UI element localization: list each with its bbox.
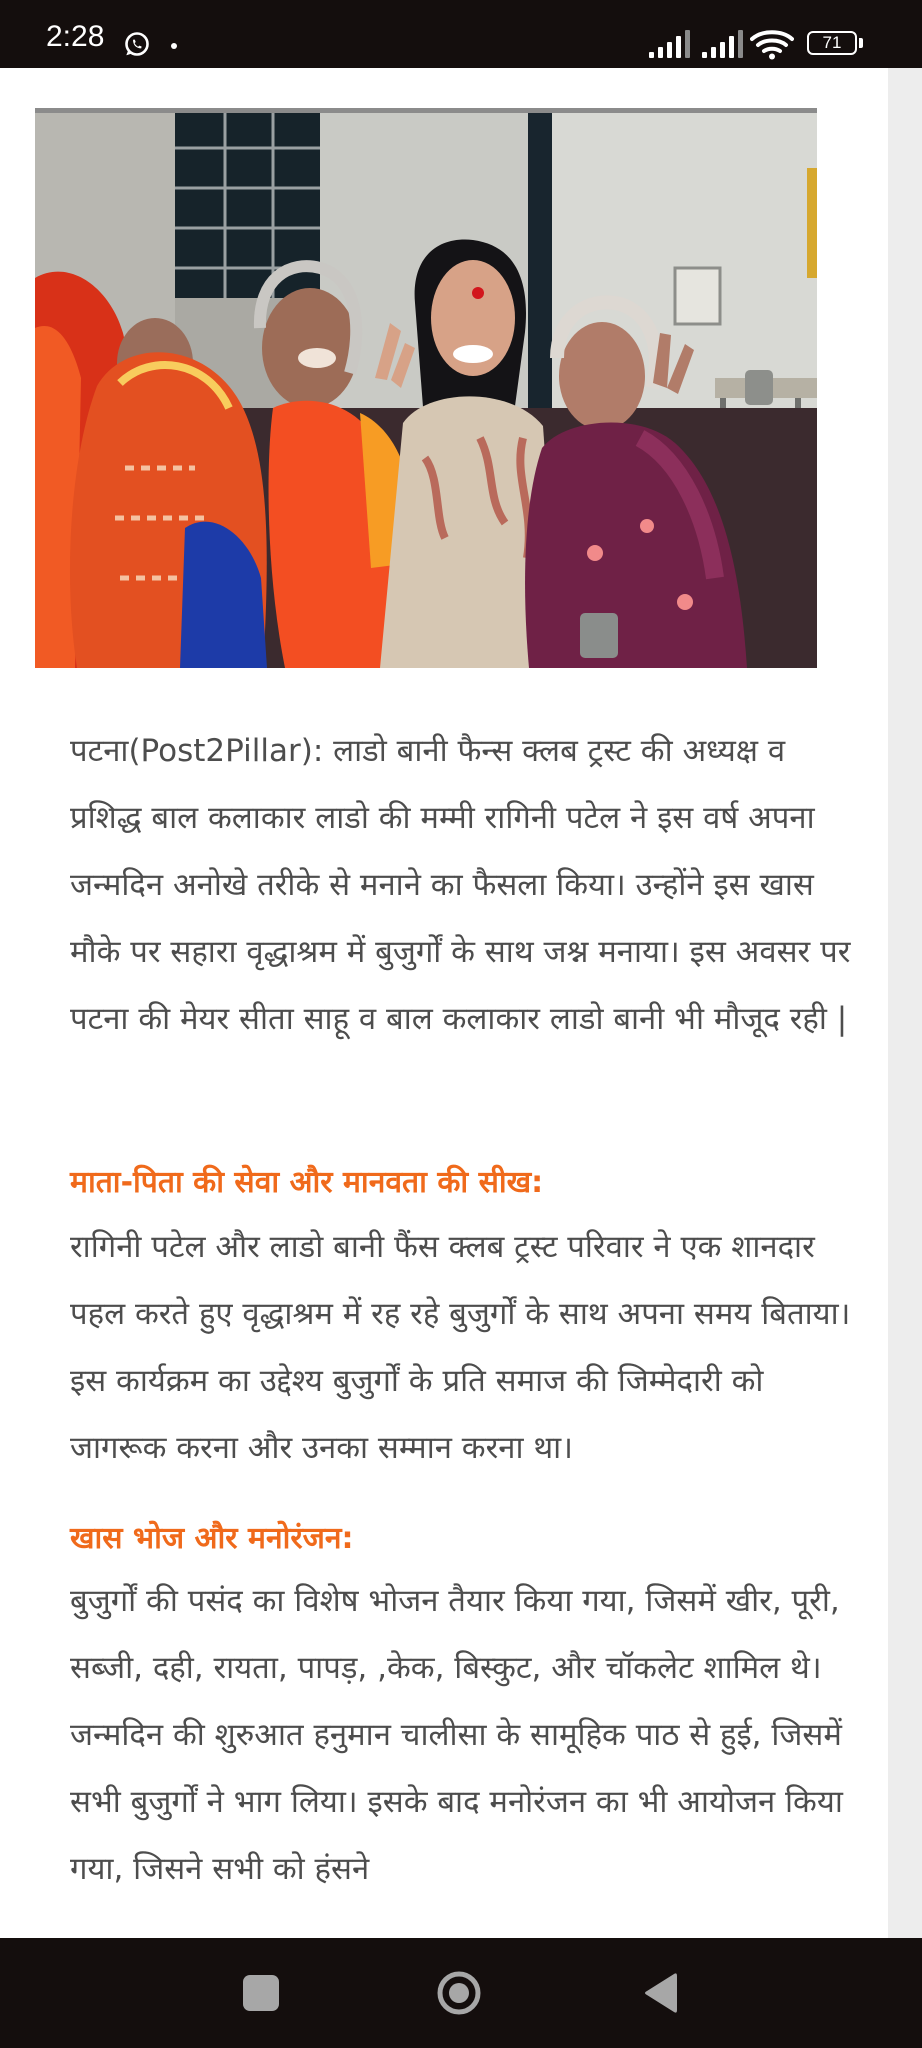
article-paragraph: रागिनी पटेल और लाडो बानी फैंस क्लब ट्रस्ट परिवार ने एक शानदार पहल करते हुए वृद्धाश्रम में रह रहे बुजुर्गों के साथ अपना समय बिताया। इस कार्यक्रम का उद्देश्य बुजुर्गों के प्रति समाज की जिम्मेदारी को जागरूक करना और उनका सम्मान करना था।	[70, 1229, 851, 1466]
signal-icon	[648, 30, 692, 58]
signal-icon	[701, 30, 745, 58]
status-bar	[0, 0, 922, 68]
back-icon[interactable]	[640, 1971, 680, 2015]
article-photo	[35, 108, 817, 668]
article-paragraph: बुजुर्गों की पसंद का विशेष भोजन तैयार किया गया, जिसमें खीर, पूरी, सब्जी, दही, रायता, पापड़, ,केक, बिस्कुट, और चॉकलेट शामिल थे। जन्मदिन की शुरुआत हनुमान चालीसा के सामूहिक पाठ से हुई, जिसमें सभी बुजुर्गों ने भाग लिया। इसके बाद मनोरंजन का भी आयोजन किया गया, जिसने सभी को हंसने	[70, 1583, 843, 1887]
article-content	[0, 68, 888, 1938]
status-time: 2:28	[46, 20, 105, 53]
recents-icon[interactable]	[243, 1975, 279, 2011]
home-icon[interactable]	[435, 1969, 483, 2017]
article-paragraph: पटना(Post2Pillar): लाडो बानी फैन्स क्लब ट्रस्ट की अध्यक्ष व प्रशिद्ध बाल कलाकार लाडो की मम्मी रागिनी पटेल ने इस वर्ष अपना जन्मदिन अनोखे तरीके से मनाने का फैसला किया। उन्होंने इस खास मौके पर सहारा वृद्धाश्रम में बुजुर्गों के साथ जश्न मनाया। इस अवसर पर पटना की मेयर सीता साहू व बाल कलाकार लाडो बानी भी मौजूद रही |	[70, 733, 851, 1037]
battery-icon: 71	[807, 31, 857, 55]
wifi-icon	[750, 28, 794, 60]
section-heading: खास भोज और मनोरंजन:	[70, 1521, 354, 1556]
navigation-bar	[0, 1938, 922, 2048]
battery-tip	[859, 38, 863, 48]
notification-dot-icon	[171, 43, 177, 49]
whatsapp-icon	[124, 31, 150, 57]
section-heading: माता-पिता की सेवा और मानवता की सीख:	[70, 1165, 544, 1200]
